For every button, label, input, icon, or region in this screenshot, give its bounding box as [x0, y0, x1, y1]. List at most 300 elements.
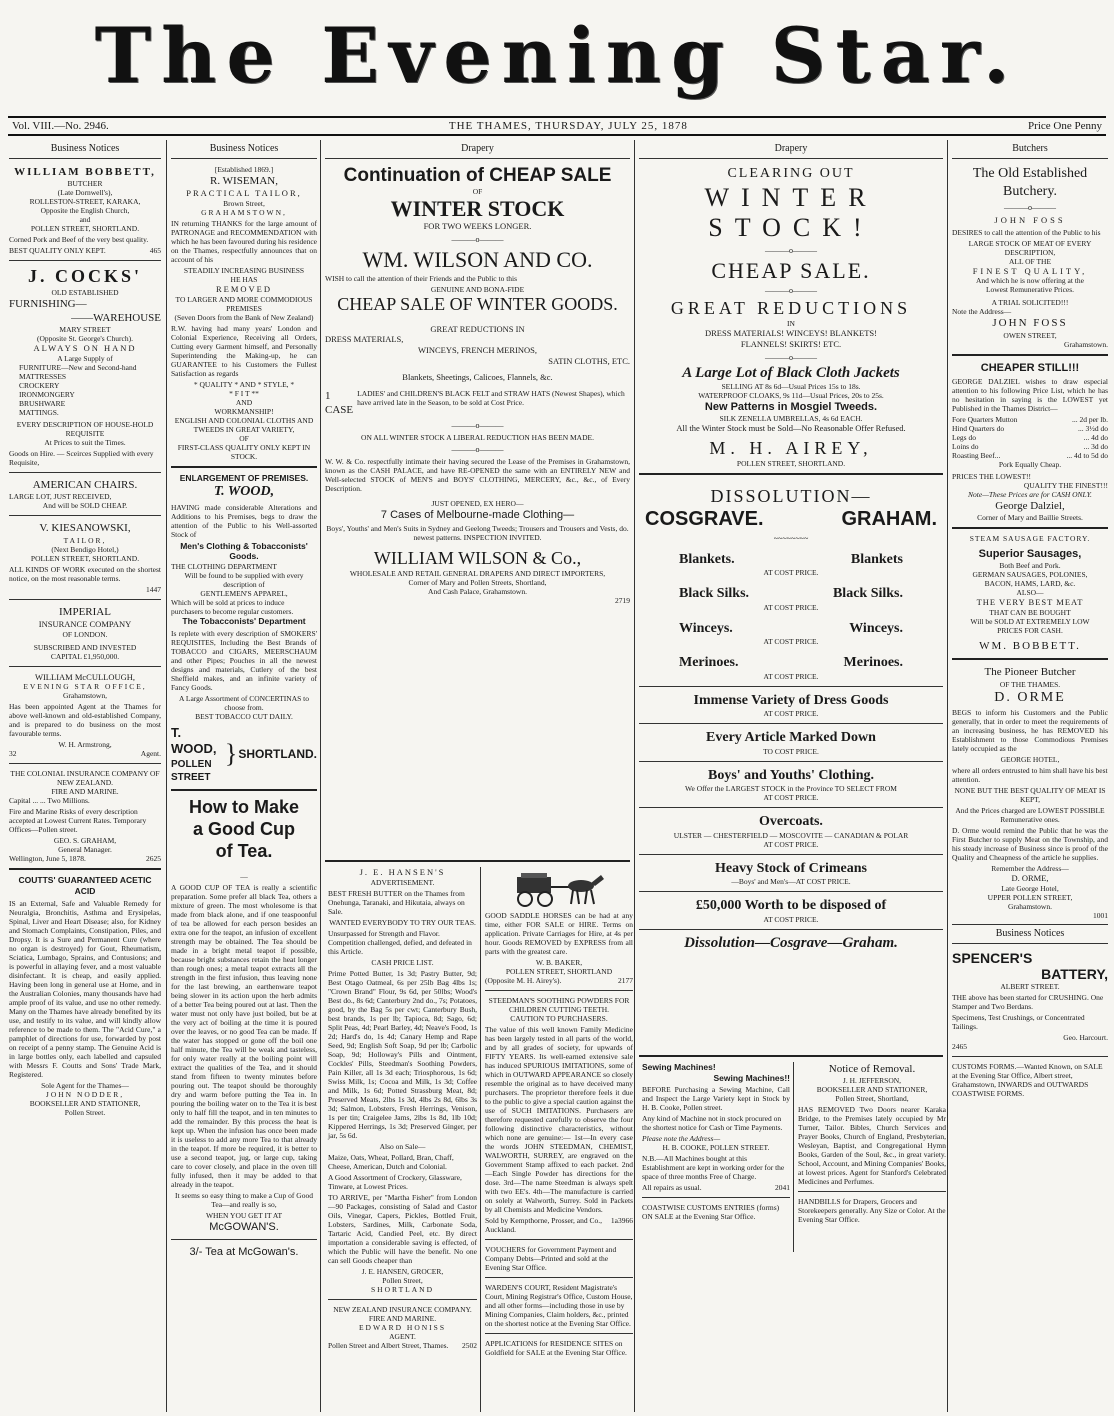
ad-line: And which he is now offering at the — [976, 276, 1084, 286]
ad-line: OF — [472, 187, 483, 196]
ad-line: AT COST PRICE. — [763, 568, 819, 578]
item-label: Winceys. — [849, 620, 903, 636]
ad-trade: WHOLESALE AND RETAIL GENERAL DRAPERS AND DIRECT IMPORTERS, — [349, 569, 606, 579]
ad-line: Immense Variety of Dress Goods — [693, 692, 889, 708]
ad-line: Heavy Stock of Crimeans — [714, 860, 868, 876]
ad-line: ADVERTISEMENT. — [370, 877, 435, 887]
ad-line: OF THE THAMES. — [999, 679, 1061, 689]
ad-line: (Late Dornwell's), — [57, 188, 113, 198]
dateline — [8, 116, 1106, 136]
table-row — [952, 424, 1108, 433]
ad-line: —Boys' and Men's—AT COST PRICE. — [731, 877, 851, 887]
ad-name: JOHN NODDER, — [45, 1089, 125, 1099]
ad-line: * F I T ** — [229, 388, 259, 398]
ad-line: AT COST PRICE. — [763, 637, 819, 647]
ad-trade: PRACTICAL TAILOR, — [186, 188, 302, 199]
ad-line: SILK ZENELLA UMBRELLAS, 4s 6d EACH. — [719, 413, 863, 423]
ad-text: A GOOD CUP OF TEA is really a scientific preparation. Some prefer all black Tea, others a mixture of green. The most wholesome is that made from black alone, and if one teaspoonful of tea be allowed for each person besides an extra one for the teapot, an infusion of excellent strength may be obtained. The Tea should be made in a bright metal teapot if possible, because bright substances retain the heat longer than rough ones; a metal teapot extracts all the strength in the first infusion, thus leaving none for the last brewing, an earthenware teapot being slower in its action upon the herb admits of a better Tea being poured out at last. Then the water must not only have just boiled, but be at the very act of boiling at the time it is poured over the leaves, or no good Tea can be made. If the water has stopped or gone off the boil one half minute, the Tea will be weak and tasteless, for only water really at the boiling point will extract the qualities of the Tea, and it should stand from fifteen to twenty minutes before pouring out. The teapot should be thoroughly dry and warm before putting the Tea in. In pouring the boiling water on to the Tea it is best only to half fill the teapot, and in ten minutes to add the remainder. By this process the heat is kept up. When the infusion has once been made it is useless to add any more Tea to that already in the teapot. If more be required, it is better to use a second teapot, jug, or large cup, taking care to cover closely, and place in the oven till fully infused, then it may be added to that already in the teapot. — [171, 883, 317, 1190]
ad-trade: BUTCHER — [67, 179, 103, 189]
ad-name: WM. BOBBETT. — [979, 640, 1081, 653]
wilson-ad: Continuation of CHEAP SALE OF WINTER STOCK FOR TWO WEEKS LONGER. ———o——— WM. WILSON AND CO. WISH to call the attention of their Friends and the Public to this GENUINE AND BONA-FIDE CHEAP SALE OF WINTER GOODS. GREAT REDUCTIONS IN DRESS MATERIALS, WINCEYS, FRENCH MERINOS, SATIN CLOTHS, ETC. Blankets, Sheetings, Calicoes, Flannels, &c. 1 CASE LADIES' and CHILDREN'S BLACK FELT and STRAW HATS (Newest Shapes), which have arrived late in the Season, to be sold at Cost Price. ———o——— ON ALL WINTER STOCK A LIBERAL REDUCTION HAS BEEN MADE. ———o——— W. W. & Co. respectfully intimate their having secured the Lease of the Premises in Grahamstown, known as the CASH PALACE, and have RE-OPENED the same with an ENTIRELY NEW and Well-selected STOCK of MEN'S and BOYS' CLOTHING, MERCERY, &c., &c., of Every Description. JUST OPENED, EX HERO— 7 Cases of Melbourne-made Clothing— Boys', Youths' and Men's Suits in Sydney and Geelong Tweeds; Trousers and Trousers and Vests, do. newest patterns. INSPECTION INVITED. WILLIAM WILSON & Co., WHOLESALE AND RETAIL GENERAL DRAPERS AND DIRECT IMPORTERS, Corner of Mary and Pollen Streets, Shortland, And Cash Palace, Grahamstown. 2719 — [325, 165, 630, 606]
sausage-ad — [952, 534, 1108, 653]
horse-carriage-icon — [509, 869, 609, 909]
ad-line: McGOWAN'S. — [209, 1221, 279, 1234]
ad-text: Has been appointed Agent at the Thames for above well-known and old-established Company, and is prepared to do business on the most favourable terms. — [9, 702, 161, 739]
ad-address: Brown Street, — [223, 198, 265, 208]
ad-line: T. WOOD, — [171, 724, 217, 757]
ad-text: Corned Pork and Beef of the very best quality. — [9, 235, 149, 245]
ad-text: APPLICATIONS for RESIDENCE SITES on Goldfield for SALE at the Evening Star Office. — [485, 1339, 627, 1357]
ad-line: 3/- Tea at McGowan's. — [189, 1246, 299, 1259]
list-item: MATTINGS. — [19, 408, 59, 418]
ad-line: IMPERIAL — [59, 605, 111, 618]
ad-line: ULSTER — CHESTERFIELD — MOSCOVITE — CANADIAN & POLAR — [673, 830, 909, 840]
ad-title: The Old Established — [972, 166, 1088, 181]
ad-line: AND — [235, 397, 253, 407]
ad-title: Notice of Removal. — [828, 1063, 916, 1076]
coutts-ad — [9, 875, 161, 1116]
ad-line: FURNISHING— — [9, 297, 87, 310]
ad-text: COASTWISE CUSTOMS ENTRIES (forms) ON SALE at the Evening Star Office. — [642, 1203, 780, 1222]
wiseman-ad — [171, 165, 317, 461]
ad-title: AMERICAN CHAIRS. — [32, 479, 138, 492]
ad-line: (Next Bendigo Hotel,) — [51, 544, 119, 554]
ad-number: 2041 — [775, 1183, 790, 1193]
kiesanowski-ad — [9, 521, 161, 593]
ad-line: ALL OF THE — [1008, 256, 1052, 266]
ad-line: WATERPROOF CLOAKS, 9s 11d—Usual Prices, 20s to 25s. — [698, 390, 884, 400]
item-label: Merinoes. — [679, 655, 739, 671]
ad-name: J. COCKS' — [27, 266, 142, 287]
dissolution-ad: DISSOLUTION— COSGRAVE. GRAHAM. ~~~~~~~~ Blankets. Blankets AT COST PRICE. Black Silks. Black Silks. AT COST PRICE. Winceys. Winceys. AT COST PRICE. Merinoes. Merinoes. AT COST PRICE. Immense Variety of Dress Goods AT COST PRICE. Every Article Marked Down TO COST PRICE. Boys' and Youths' Clothing. We Offer the LARGEST STOCK in the Province TO SELECT FROM AT COST PRICE. Overcoats. ULSTER — CHESTERFIELD — MOSCOVITE — CANADIAN & POLAR AT COST PRICE. Heavy Stock of Crimeans —Boys' and Men's—AT COST PRICE. £50,000 Worth to be disposed of AT COST PRICE. Dissolution—Cosgrave—Graham. — [639, 480, 943, 1050]
ad-text: HANDBILLS for Drapers, Grocers and Storekeepers generally. Any Size or Color. At the Evening Star Office. — [798, 1197, 946, 1225]
ad-title: of Tea. — [215, 840, 273, 861]
ad-line: £50,000 Worth to be disposed of — [695, 898, 887, 914]
ad-line: OF — [239, 433, 249, 443]
ad-title: COUTTS' GUARANTEED ACETIC ACID — [18, 875, 152, 896]
item-label: Blankets — [850, 551, 903, 567]
ad-address: Pollen Street and Albert Street, Thames. — [328, 1340, 449, 1350]
ad-title: DISSOLUTION— — [710, 486, 872, 507]
ad-line: GREAT REDUCTIONS IN — [430, 323, 525, 334]
ad-line: [Established 1869.] — [214, 165, 274, 174]
ad-name: WILLIAM McCULLOUGH, — [34, 671, 136, 682]
column-2 — [168, 140, 320, 1412]
ad-line: and — [79, 215, 91, 225]
ad-number: 32 — [9, 749, 17, 759]
removal-column — [795, 1062, 946, 1252]
ad-line: All the Winter Stock must be Sold—No Reasonable Offer Refused. — [676, 422, 906, 433]
ad-title: WINTER STOCK! — [704, 182, 878, 242]
ad-line: THE VERY BEST MEAT — [976, 597, 1084, 608]
ad-name: JOHN FOSS — [992, 317, 1068, 330]
volume-number: Vol. VIII.—No. 2946. — [12, 120, 109, 132]
ad-text: IS an External, Safe and Valuable Remedy for Neuralgia, Bronchitis, Asthma and Erysipelas, Spinal, Liver and Heart Disease; also, for Kidney and Stomach Complaints, Constipation, Piles, and Dropsy. It is a Sure and Permanent Cure (where no organ is destroyed) for Gout, Rheumatism, Sciatica, Lumbago, Sprains, and Contusions; and is powerful in allaying fever, and a most valuable disinfectant. It is cheap, and easily applied. Having been long in general use at Home, and in the Australian Colonies, many thousands have had ample proof of its value, and use no other remedy. Many on the Thames have already benefited by its use, and testify to its value, and will kindly allow reference to be made to them. The "Acid Cure," a pamphlet of directions for use, forwarded by post on receipt of a penny stamp. The Genuine Acid is in large bottles only, each labelled and capsuled with Messrs F. Coutts and Sons' Trade Mark, Registered. — [9, 898, 161, 1079]
ad-address: Grahamstown. — [1064, 339, 1108, 349]
ad-line: SHORTLAND. — [238, 747, 317, 762]
ad-text: Maize, Oats, Wheat, Pollard, Bran, Chaff, Cheese, American, Dutch and Colonial. — [328, 1152, 454, 1171]
ad-line: Will be SOLD AT EXTREMELY LOW — [970, 617, 1090, 627]
wood-ad — [171, 473, 317, 785]
ad-signature: D. ORME, — [1011, 873, 1049, 884]
item-label: Blankets. — [679, 551, 735, 567]
ad-line: AT COST PRICE. — [763, 839, 819, 849]
ad-name: V. KIESANOWSKI, — [39, 522, 131, 535]
ad-line: DRESS MATERIALS! WINCEYS! BLANKETS! — [705, 328, 877, 339]
ad-text: Goods on Hire. — Sceirces Supplied with every Requisite, — [9, 449, 154, 468]
chairs-ad — [9, 478, 161, 510]
ad-address: POLLEN STREET, SHORTLAND. — [736, 459, 846, 469]
ad-title: Sewing Machines!! — [713, 1072, 790, 1083]
ad-text: where all orders entrusted to him shall have his best attention. — [952, 766, 1108, 785]
ad-line: Sole Agent for the Thames— — [41, 1080, 129, 1090]
ad-text: HAS REMOVED Two Doors nearer Karaka Bridge, to the Premises lately occupied by Mr Turner, Tailor. Bibles, Church Services and Prayer Books, Church of England, Presbyterian, Wesleyan, Baptist, and Congregational Hymn Books, Garden of the Soul, &c., in great variety. School, Account, and Mining Companies' Books, at lowest prices. Agent for Stanford's Celebrated Medicines and Perfumes. — [798, 1105, 946, 1187]
ad-title: GREAT REDUCTIONS — [670, 297, 912, 318]
ad-line: OF LONDON. — [62, 629, 108, 639]
ad-line: AGENT. — [389, 1331, 416, 1341]
ad-line: THAT CAN BE BOUGHT — [989, 608, 1071, 618]
ad-address: MARY STREET — [59, 325, 111, 335]
ad-address: Grahamstown. — [1008, 901, 1052, 911]
lower-ads — [325, 867, 633, 1412]
item-list — [9, 363, 161, 417]
table-cell: Loins do — [952, 441, 979, 451]
ad-title: ENLARGEMENT OF PREMISES. — [179, 472, 309, 483]
orme-ad — [952, 665, 1108, 919]
ad-line: GENUINE AND BONA-FIDE — [430, 285, 525, 295]
ad-name: J. H. JEFFERSON, — [842, 1076, 902, 1086]
ad-line: Remember the Address— — [991, 864, 1069, 874]
bobbett-ad — [9, 165, 161, 255]
foss-ad: The Old Established Butchery. ———o——— JOHN FOSS DESIRES to call the attention of the Public to his LARGE STOCK OF MEAT OF EVERY DESCRIPTION, ALL OF THE FINEST QUALITY, And which he is now offering at the Lowest Remunerative Prices. A TRIAL SOLICITED!!! Note the Address— JOHN FOSS OWEN STREET, Grahamstown. — [952, 166, 1108, 349]
ad-name: JOHN FOSS — [994, 215, 1066, 225]
ad-name: D. ORME — [994, 689, 1066, 705]
ad-line: Which will be sold at prices to induce purchasers to become regular customers. — [171, 597, 294, 616]
ad-line: SUBSCRIBED AND INVESTED — [33, 642, 137, 652]
dalziel-ad — [952, 361, 1108, 523]
ad-text: And the Prices charged are LOWEST POSSIBLE Remunerative ones. — [955, 806, 1105, 825]
masthead — [0, 0, 1114, 112]
column-heading: Business Notices — [171, 140, 317, 159]
ad-date: Wellington, June 5, 1878. — [9, 854, 86, 864]
ad-line: FLANNELS! SKIRTS! ETC. — [740, 339, 842, 350]
list-item: BRUSHWARE — [19, 399, 66, 409]
ad-address: (Opposite M. H. Airey's). — [485, 976, 562, 985]
ad-line: PRICES FOR CASH. — [997, 626, 1063, 636]
ad-text: ALL KINDS OF WORK executed on the shortest notice, on the most reasonable terms. — [9, 564, 161, 583]
ad-text: Specimens, Test Crushings, or Concentrated Tailings. — [952, 1012, 1085, 1031]
column-rule — [166, 140, 167, 1412]
ad-number: 1001 — [1093, 910, 1108, 920]
ad-title: a Good Cup — [193, 818, 295, 839]
ad-name: George Dalziel, — [995, 499, 1065, 512]
ad-text: The value of this well known Family Medicine has been largely tested in all parts of the world, and by all grades of society, for upwards of FIFTY YEARS. Its well-earned extensive sale has induced SPURIOUS IMITATIONS, some of which in OUTWARD APPEARANCE so closely resemble the original as to have deceived many purchasers. The proprietor therefore feels it due to the public to give a special caution against the use of SUCH IMITATIONS. Purchasers are therefore requested carefully to observe the four following distinctive characteristics, without which none are genuine:— 1st—In every case the words JOHN STEEDMAN, CHEMIST, WALWORTH, SURREY, are engraved on the Government Stamp affixed to each packet. 2nd—Each Single Powder has directions for the dose. 3rd—The name Steedman is always spelt with two EE's. 4th—The manufacture is carried on solely at Walworth, Surrey. Sold in Packets by all Chemists and Medicine Vendors. — [485, 1025, 633, 1214]
price: Price One Penny — [1028, 120, 1102, 132]
ad-line: HE HAS — [230, 274, 258, 284]
partner-name: COSGRAVE. — [645, 507, 764, 530]
ad-address: Pollen Street, — [382, 1275, 423, 1285]
ad-signature: Geo. Harcourt. — [1063, 1032, 1108, 1042]
ad-name: R. WISEMAN, — [210, 175, 278, 187]
ad-number: 2465 — [952, 1041, 967, 1051]
ad-address: GRAHAMSTOWN, — [201, 207, 287, 217]
ad-text: Fire and Marine Risks of every description accepted at Lowest Current Rates. Temporary Offices—Pollen street. — [9, 807, 147, 835]
ad-number: 2502 — [462, 1340, 477, 1350]
ad-line: BEST TOBACCO CUT DAILY. — [195, 711, 293, 721]
sewing-column — [639, 1062, 794, 1252]
ad-line: Men's Clothing & Tobacconists' Goods. — [180, 540, 308, 562]
ad-line: FINEST QUALITY, — [972, 265, 1088, 276]
ad-title: STEAM SAUSAGE FACTORY. — [969, 534, 1091, 544]
ad-signature: J. E. HANSEN, GROCER, — [361, 1266, 444, 1276]
ad-text: Unsurpassed for Strength and Flavor. Competition challenged, defied, and defeated in this Article. — [328, 928, 472, 956]
ad-line: INSURANCE COMPANY — [38, 619, 132, 629]
ad-number: 1a3966 — [610, 1216, 633, 1225]
ad-text: GEORGE DALZIEL wishes to draw especial attention to his following Price List, which he has no hesitation in saying is the LOWEST yet Published in the Thames District— — [952, 376, 1108, 413]
ad-line: GEORGE HOTEL, — [1000, 755, 1060, 765]
ad-address: Opposite the English Church, — [40, 206, 130, 216]
ad-address: Corner of Mary and Baillie Streets. — [977, 513, 1083, 523]
ad-text: Any kind of Machine not in stock procured on the shortest notice for Cash or Time Payments. — [642, 1114, 783, 1133]
ad-line: New Patterns in Mosgiel Tweeds. — [704, 400, 878, 413]
column-heading: Drapery — [325, 140, 630, 159]
ad-line: WHEN YOU GET IT AT — [205, 1211, 283, 1221]
ad-address: Pollen Street. — [64, 1107, 106, 1117]
ad-address: UPPER POLLEN STREET, — [987, 892, 1073, 902]
ad-line: WINCEYS, FRENCH MERINOS, — [417, 345, 537, 356]
ad-line: Grahamstown, — [63, 691, 107, 701]
ad-text: Boys', Youths' and Men's Suits in Sydney and Geelong Tweeds; Trousers and Trousers and Vests, do. newest patterns. INSPECTION INVITED. — [326, 523, 629, 542]
mccullough-ad — [9, 672, 161, 759]
ad-title: CLEARING OUT — [727, 166, 855, 181]
ad-line: WANTED EVERYBODY TO TRY OUR TEAS. — [329, 917, 476, 927]
table-cell: ... 3½d do — [1078, 423, 1108, 433]
ad-line: TO COST PRICE. — [763, 746, 819, 756]
ad-title: CHEAP SALE. — [711, 257, 871, 283]
ad-line: JUST OPENED, EX HERO— — [431, 498, 524, 508]
column-heading: Butchers — [952, 140, 1108, 159]
table-cell: Roasting Beef... — [952, 450, 1001, 460]
ad-line: (Seven Doors from the Bank of New Zealand) — [174, 312, 314, 322]
ad-line: All repairs as usual. — [642, 1183, 702, 1193]
ad-title: CHEAPER STILL!!! — [980, 361, 1080, 374]
ad-address: Corner of Mary and Pollen Streets, Shortland, — [408, 578, 547, 588]
ad-text: WISH to call the attention of their Friends and the Public to this — [325, 274, 518, 284]
list-item: CROCKERY — [19, 381, 60, 391]
baker-column — [482, 867, 633, 1412]
ad-text: W. W. & Co. respectfully intimate their having secured the Lease of the Premises in Grahamstown, known as the CASH PALACE, and have RE-OPENED the same with an ENTIRELY NEW and Well-selected STOCK of MEN'S and BOYS' CLOTHING, MERCERY, &c., &c., of Every Description. — [325, 456, 630, 493]
ad-name: H. B. COOKE, POLLEN STREET. — [662, 1143, 770, 1153]
ad-text: DESIRES to call the attention of the Public to his — [952, 227, 1101, 237]
ad-text: GOOD SADDLE HORSES can be had at any time, either FOR SALE or HIRE. Terms on application. Private Carriages for Hire, at 4s per hour. Goods REMOVED by EXPRESS from all parts with the greatest care. — [485, 911, 633, 956]
ad-title: The Pioneer Butcher — [984, 666, 1076, 679]
ad-line: ——WAREHOUSE — [71, 312, 161, 325]
tea-ad: How to Make a Good Cup of Tea. — A GOOD CUP OF TEA is really a scientific preparation. Some prefer all black Tea, others a mixture of green. The most wholesome is that made from black alone, and if one teaspoonful of tea be allowed for each person besides an extra one for the teapot, an infusion of excellent strength may be obtained. The Tea should be made in a bright metal teapot if possible, because bright substances retain the heat longer than rough ones; a metal teapot extracts all the strength in the first infusion, thus leaving none for the last brewing, an earthenware teapot being slower in its action upon the herb admits of a better Tea being poured out at last. Then the water must not only have just boiled, but be at the very act of boiling at the time it is poured over the leaves, or no good Tea can be made. If the water has stopped or gone off the boil one half minute, the Tea will be weak and tasteless, for only water really at the boiling point will extract the qualities of the Tea, and it should stand from fifteen to twenty minutes before pouring out. The teapot should be thoroughly dry and warm before putting the Tea in. In pouring the boiling water on to the Tea it is best only to half fill the teapot, and in ten minutes to add the remainder. By this process the heat is kept up. When the infusion has once been made it is useless to add any more Tea to that already in the teapot. If more be required, it is better to use a second teapot, jug, or large cup, taking care to cover closely, and place in the oven till fully infused, then it may be added to that already in the teapot. It seems so easy thing to make a Cup of Good Tea—and really is so, WHEN YOU GET IT AT McGOWAN'S. 3/- Tea at McGowan's. — [171, 797, 317, 1259]
item-label: Merinoes. — [843, 655, 903, 671]
ad-line: OLD ESTABLISHED — [51, 287, 119, 297]
column-heading: Business Notices — [9, 140, 161, 159]
ad-line: AT COST PRICE. — [763, 914, 819, 924]
ad-line: A Large Supply of — [57, 354, 113, 364]
ad-text: CUSTOMS FORMS.—Wanted Known, on SALE at the Evening Star Office, Albert street, Grahamstown, INWARDS and OUTWARDS COASTWISE FORMS. — [952, 1061, 1103, 1098]
ad-number: 1447 — [146, 584, 161, 594]
table-row — [952, 451, 1108, 460]
ad-line: LARGE LOT, JUST RECEIVED, — [9, 492, 112, 502]
airey-ad: CLEARING OUT WINTER STOCK! ———o——— CHEAP SALE. ———o——— GREAT REDUCTIONS IN DRESS MATERIALS! WINCEYS! BLANKETS! FLANNELS! SKIRTS! ETC. ———o——— A Large Lot of Black Cloth Jackets SELLING AT 8s 6d—Usual Prices 15s to 18s. WATERPROOF CLOAKS, 9s 11d—Usual Prices, 20s to 25s. New Patterns in Mosgiel Tweeds. SILK ZENELLA UMBRELLAS, 4s 6d EACH. All the Winter Stock must be Sold—No Reasonable Offer Refused. M. H. AIREY, POLLEN STREET, SHORTLAND. — [639, 165, 943, 468]
column-rule — [947, 140, 948, 1412]
ad-line: EVENING STAR OFFICE, — [23, 682, 147, 692]
ad-line: DRESS MATERIALS, — [325, 334, 404, 345]
lower-ads-4 — [639, 1062, 946, 1252]
table-cell: ... 4d to 5d do — [1066, 450, 1108, 460]
ad-line: * QUALITY * AND * STYLE, * — [193, 379, 295, 389]
ad-line: Capital ... ... Two Millions. — [9, 796, 90, 806]
partner-name: GRAHAM. — [841, 507, 937, 530]
ad-address: POLLEN STREET, SHORTLAND — [505, 967, 613, 976]
ad-title: CHEAP SALE OF WINTER GOODS. — [337, 294, 618, 315]
ad-line: BEST QUALITY ONLY KEPT. — [9, 246, 106, 256]
ad-line: Overcoats. — [759, 814, 823, 830]
ad-number: 2719 — [615, 596, 630, 606]
ad-line: Note—These Prices are for CASH ONLY. — [968, 489, 1092, 499]
ad-line: The Tobacconists' Department — [182, 615, 306, 626]
ad-line: A Large Assortment of CONCERTINAS to choose from. — [178, 693, 310, 712]
ad-address: ALBERT STREET. — [1000, 981, 1060, 991]
ad-trade: TAILOR, — [63, 535, 107, 545]
ad-text: D. Orme would remind the Public that he was the First Butcher to supply Meat on the Township, and his steady increase of Business since is proof of the Quality and Cheapness of the article he supplies. — [952, 826, 1108, 863]
ad-line: Will be found to be supplied with every description of — [184, 570, 304, 589]
ad-line: BACON, HAMS, LARD, &c. — [984, 579, 1076, 589]
ad-title: THE COLONIAL INSURANCE COMPANY OF NEW ZEALAND. — [10, 769, 160, 788]
ad-title: BATTERY, — [1041, 965, 1108, 982]
ad-line: Pork Equally Cheap. — [998, 459, 1062, 469]
ad-line: IN — [787, 319, 795, 329]
ad-text: BEGS to inform his Customers and the Public generally, that in order to meet the requirements of an increasing business, he has REMOVED his Establishment to those Commodious Premises lately occupied as the — [952, 708, 1108, 754]
ad-line: Boys' and Youths' Clothing. — [708, 767, 874, 783]
ad-line: ALWAYS ON HAND — [33, 343, 137, 354]
ad-line: WORKMANSHIP! — [214, 406, 274, 416]
column-4 — [636, 140, 946, 1412]
ad-text: HAVING made considerable Alterations and Additions to his Premises, begs to draw the attention of the Public to his Well-assorted Stock of — [171, 502, 317, 539]
ad-text: THE above has been started for CRUSHING. One Stamper and Two Berdans. — [952, 992, 1104, 1011]
ad-name: T. WOOD, — [213, 484, 275, 500]
imperial-ad — [9, 605, 161, 661]
ad-text: WARDEN'S COURT, Resident Magistrate's Court, Mining Registrar's Office, Custom House, and all other forms—including those in use by Mining Companies, Claim holders, &c., printed on the shortest notice at the Evening Star Office. — [485, 1283, 633, 1328]
ad-address: And Cash Palace, Grahamstown. — [428, 587, 527, 597]
list-item: MATTRESSES — [19, 372, 67, 382]
column-heading: Business Notices — [952, 924, 1108, 944]
ad-address: ROLLESTON-STREET, KARAKA, — [29, 197, 141, 207]
ad-line: Blankets, Sheetings, Calicoes, Flannels, &c. — [402, 372, 553, 383]
ad-trade: BOOKSELLER AND STATIONER, — [29, 1098, 141, 1108]
ad-line: EVERY DESCRIPTION OF HOUSE-HOLD REQUISITE — [16, 420, 154, 439]
price-table — [952, 415, 1108, 460]
hansen-column — [325, 867, 481, 1412]
ad-line: And will be SOLD CHEAP. — [42, 501, 128, 511]
masthead-title: The Evening Star. — [94, 11, 1020, 100]
spencer-ad — [952, 950, 1108, 1051]
ad-line: CAUTION TO PURCHASERS. — [510, 1014, 608, 1023]
ad-line: A Large Lot of Black Cloth Jackets — [682, 364, 900, 381]
ad-line: TO LARGER AND MORE COMMODIOUS PREMISES — [175, 294, 313, 313]
wood-signature: T. WOOD, POLLEN STREET } SHORTLAND. — [171, 724, 317, 784]
column-1 — [6, 140, 164, 1412]
ad-line: ENGLISH AND COLONIAL CLOTHS AND TWEEDS IN GREAT VARIETY, — [174, 415, 314, 434]
ad-text: R.W. having had many years' London and Colonial Experience, Receiving all Orders, Cutting every Garment himself, and Personally Superintending the Making-up, he can GUARANTEE to his Customers the Fullest Satisfaction as regards — [171, 323, 317, 378]
ad-line: It seems so easy thing to make a Cup of Good Tea—and really is so, — [175, 1191, 313, 1210]
ad-text: Is replete with every description of SMOKERS' REQUISITES, Including the Best Brands of TOBACCO and CIGARS, MEERSCHAUM and other Pipes; Pouches in all the newest designs and materials, Cutlery of the best Sheffield makes, and an infinite variety of Fancy Goods. — [171, 628, 317, 692]
ad-line: THE CLOTHING DEPARTMENT — [171, 561, 277, 571]
ad-line: SATIN CLOTHS, ETC. — [548, 355, 630, 366]
ad-trade: BOOKSELLER AND STATIONER, — [816, 1085, 928, 1095]
ad-text: A Good Assortment of Crockery, Glassware, Tinware, at Lowest Prices. — [328, 1172, 462, 1191]
ad-line: POLLEN STREET — [171, 759, 212, 784]
table-row — [952, 442, 1108, 451]
ad-line: Also on Sale— — [379, 1141, 426, 1151]
table-cell: Fore Quarters Mutton — [952, 414, 1018, 424]
table-row — [952, 433, 1108, 442]
ad-address: (Opposite St. George's Church). — [37, 334, 133, 344]
item-label: Black Silks. — [832, 586, 903, 602]
table-cell: Hind Quarters do — [952, 423, 1005, 433]
ad-line: GERMAN SAUSAGES, POLONIES, — [972, 570, 1088, 580]
ad-title: Sewing Machines! — [642, 1062, 716, 1073]
ad-address: POLLEN STREET, SHORTLAND. — [30, 553, 140, 563]
ad-name: EDWARD HONISS — [358, 1322, 447, 1332]
ad-text: VOUCHERS for Government Payment and Company Debts—Printed and sold at the Evening Star Office. — [485, 1245, 617, 1272]
ad-line: AT COST PRICE. — [763, 602, 819, 612]
ad-text: IN returning THANKS for the large amount of PATRONAGE and RECOMMENDATION with which he has been favoured during his residence on the Thames, respectfully announces that on account of his — [171, 218, 317, 264]
ad-signature: W. H. Armstrong, — [58, 740, 112, 750]
ad-name: W. B. BAKER, — [535, 958, 583, 967]
ad-line: PRICES THE LOWEST!! — [952, 471, 1032, 481]
ad-line: QUALITY THE FINEST!!! — [1023, 480, 1108, 490]
ad-line: ALSO— — [1016, 588, 1044, 598]
item-label: Black Silks. — [679, 586, 750, 602]
ad-line: STEADILY INCREASING BUSINESS — [183, 265, 305, 275]
ad-line: Please note the Address— — [642, 1134, 721, 1144]
ad-line: AT COST PRICE. — [763, 709, 819, 719]
cocks-ad — [9, 266, 161, 467]
table-row — [952, 415, 1108, 424]
ad-line: GENTLEMEN'S APPAREL, — [200, 588, 288, 598]
ad-line: Superior Sausages, — [978, 548, 1082, 561]
ad-line: SELLING AT 8s 6d—Usual Prices 15s to 18s. — [721, 381, 861, 391]
ad-line: 7 Cases of Melbourne-made Clothing— — [380, 508, 575, 521]
ad-signature: GEO. S. GRAHAM, — [53, 836, 117, 846]
ad-title: SPENCER'S — [952, 949, 1033, 966]
place-date: THE THAMES, THURSDAY, JULY 25, 1878 — [448, 120, 688, 132]
ad-name: WM. WILSON AND CO. — [362, 246, 593, 272]
list-item: IRONMONGERY — [19, 390, 75, 400]
ad-line: AT COST PRICE. — [763, 793, 819, 803]
ad-line: We Offer the LARGEST STOCK in the Province TO SELECT FROM — [685, 784, 897, 794]
ad-line: 1 CASE — [325, 389, 354, 417]
ad-number: 2625 — [146, 854, 161, 864]
colonial-ad — [9, 769, 161, 863]
ad-line: At Prices to suit the Times. — [44, 438, 126, 448]
ad-title: Butchery. — [1003, 183, 1057, 199]
ad-line: A TRIAL SOLICITED!!! — [991, 298, 1069, 308]
ad-line: FOR TWO WEEKS LONGER. — [423, 221, 532, 232]
ad-line: ON ALL WINTER STOCK A LIBERAL REDUCTION HAS BEEN MADE. — [361, 432, 594, 442]
ad-title: NEW ZEALAND INSURANCE COMPANY. — [333, 1304, 472, 1314]
ad-address: SHORTLAND — [371, 1284, 434, 1294]
ad-line: Dissolution—Cosgrave—Graham. — [684, 934, 898, 951]
column-rule — [634, 140, 635, 1412]
item-label: Winceys. — [679, 620, 733, 636]
ad-line: Every Article Marked Down — [706, 730, 876, 746]
